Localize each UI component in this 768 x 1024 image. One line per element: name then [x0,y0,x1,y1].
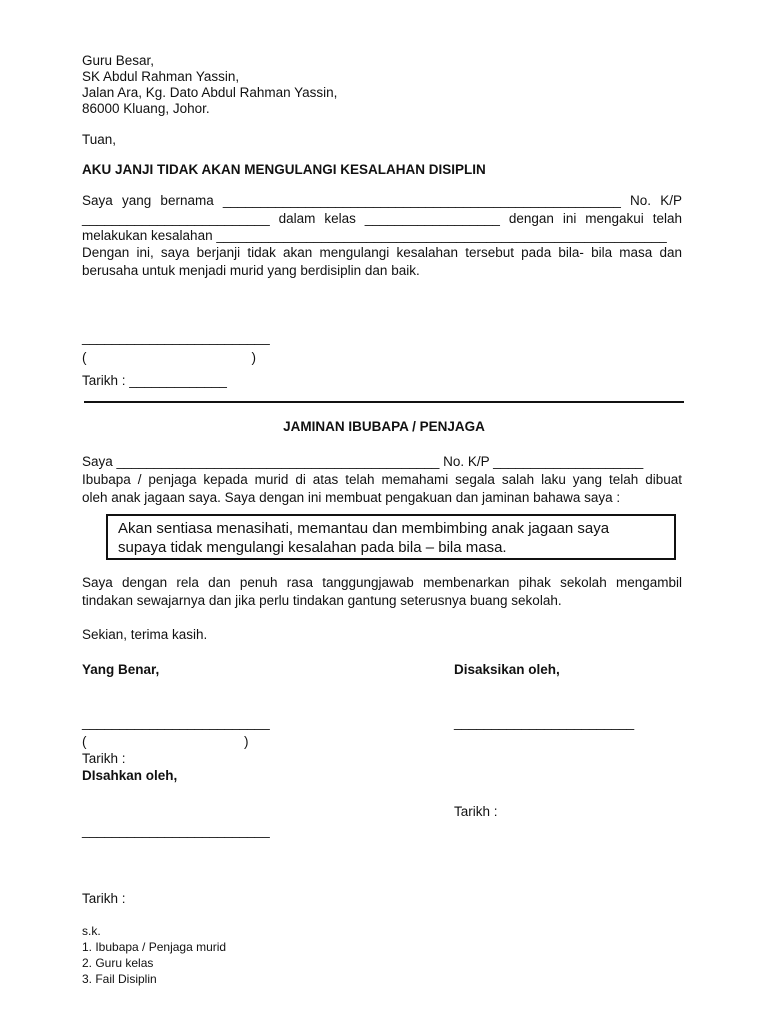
disaksikan-signature-line: ________________________ [454,715,635,730]
disaksikan-date: Tarikh : [454,804,498,819]
guarantee-line-1: Saya ___________________________________________ No. K/P ____________________ [82,454,644,469]
pledge-line-5: berusaha untuk menjadi murid yang berdisiplin dan baik. [82,263,420,278]
pledge-line-1: Saya yang bernama _____________________________________________________ No. K/P [82,193,682,208]
guarantee-line-2: Ibubapa / penjaga kepada murid di atas telah memahami segala salah laku yang telah dibuat [82,472,682,487]
address-line-2: SK Abdul Rahman Yassin, [82,69,240,84]
pledge-line-3: melakukan kesalahan ____________________________________________________________ [82,228,667,243]
closing: Sekian, terima kasih. [82,627,208,642]
yang-benar-signature-line: _________________________ [82,715,270,730]
disahkan-signature-line: _________________________ [82,823,270,838]
salutation: Tuan, [82,132,117,147]
guarantee-line-3: oleh anak jagaan saya. Saya dengan ini membuat pengakuan dan jaminan bahawa saya : [82,490,621,505]
yang-benar-date: Tarikh : [82,751,126,766]
address-line-4: 86000 Kluang, Johor. [82,101,210,116]
pledge-line-2: _________________________ dalam kelas __________________ dengan ini mengakui telah [82,211,682,226]
disahkan-date: Tarikh : [82,891,126,906]
guarantee-statement-box [106,514,676,560]
yang-benar-name-bracket: ( ) [82,734,249,749]
consent-line-2: tindakan sewajarnya dan jika perlu tindakan gantung seterusnya buang sekolah. [82,593,562,608]
student-name-bracket: ( ) [82,350,257,365]
pledge-line-4: Dengan ini, saya berjanji tidak akan mengulangi kesalahan tersebut pada bila- bila masa dan [82,245,682,260]
disaksikan-label: Disaksikan oleh, [454,662,560,677]
box-line-1: Akan sentiasa menasihati, memantau dan membimbing anak jagaan saya [118,520,610,537]
student-date: Tarikh : _____________ [82,373,227,388]
pledge-title: AKU JANJI TIDAK AKAN MENGULANGI KESALAHAN DISIPLIN [82,162,486,177]
student-signature-line: _________________________ [82,330,270,345]
consent-line-1: Saya dengan rela dan penuh rasa tanggungjawab membenarkan pihak sekolah mengambil [82,575,682,590]
yang-benar-label: Yang Benar, [82,662,160,677]
cc-label: s.k. [82,924,101,938]
guarantee-title: JAMINAN IBUBAPA / PENJAGA [283,419,485,434]
address-line-3: Jalan Ara, Kg. Dato Abdul Rahman Yassin, [82,85,338,100]
cc-item-1: 1. Ibubapa / Penjaga murid [82,940,227,954]
disahkan-label: DIsahkan oleh, [82,768,178,783]
cc-item-3: 3. Fail Disiplin [82,972,157,986]
box-line-2: supaya tidak mengulangi kesalahan pada bila – bila masa. [118,539,507,556]
cc-item-2: 2. Guru kelas [82,956,154,970]
address-line-1: Guru Besar, [82,53,155,68]
section-divider [84,401,684,403]
